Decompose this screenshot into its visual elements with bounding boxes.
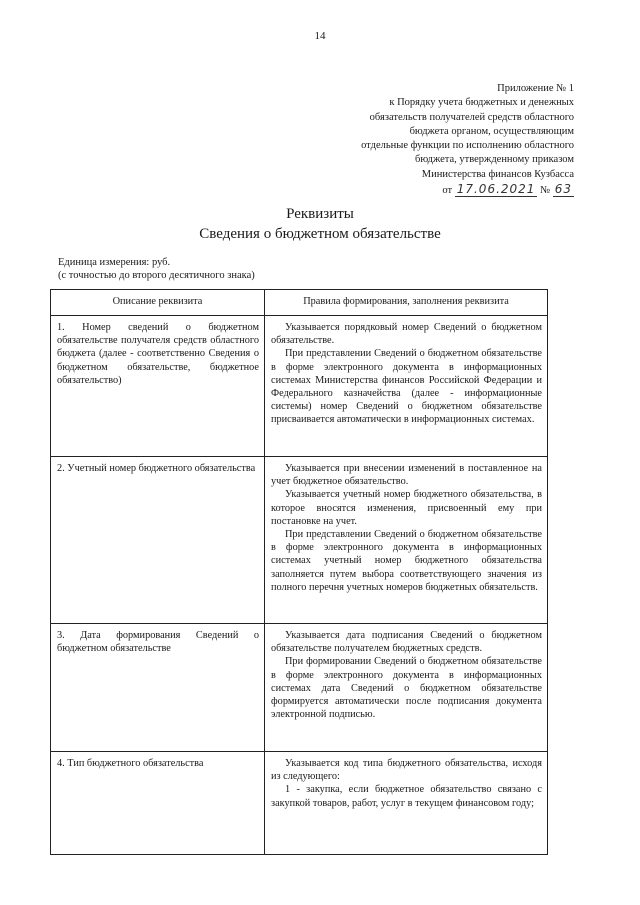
rule-paragraph: При представлении Сведений о бюджетном обязательстве в форме электронного документа в информационных системах Министерства финансов Российской Федерации и Федерального казначейства (далее - информационные системы) номер Сведений о бюджетном обязательстве присваивается автоматически в информационных системах. [271,348,542,426]
table-header-row [51,290,548,316]
header-description: Описание реквизита [51,290,265,316]
description-cell [51,457,265,624]
table-row [51,316,548,457]
header-rules: Правила формирования, заполнения реквизита [265,290,548,316]
rule-paragraph: Указывается учетный номер бюджетного обязательства, в которое вносятся изменения, присвоенный ему при постановке на учет. [271,489,542,527]
rules-cell [265,624,548,752]
description-text: 4. Тип бюджетного обязательства [57,758,204,769]
date-prefix: от [442,185,453,197]
description-text: 3. Дата формирования Сведений о бюджетном обязательстве [57,630,259,655]
description-text: 1. Номер сведений о бюджетном обязательстве получателя средств областного бюджета (далее - соответственно Сведения о бюджетном обязательстве, бюджетное обязательство) [57,322,259,386]
rule-paragraph: Указывается порядковый номер Сведений о бюджетном обязательстве. [271,322,542,347]
units-line-1: Единица измерения: руб. [58,257,171,268]
description-text: 2. Учетный номер бюджетного обязательства [57,463,256,474]
rule-paragraph: Указывается дата подписания Сведений о бюджетном обязательстве получателем бюджетных средств. [271,630,542,655]
handwritten-number: 63 [554,182,572,197]
rules-cell [265,316,548,457]
appendix-line: обязательств получателей средств областного [369,111,574,123]
number-prefix: № [540,185,551,197]
rules-cell [265,457,548,624]
description-cell [51,316,265,457]
appendix-line: Приложение № 1 [497,83,574,94]
rule-paragraph: Указывается код типа бюджетного обязательства, исходя из следующего: [271,758,542,783]
table-row [51,752,548,855]
table-row [51,457,548,624]
appendix-date-line [304,182,574,198]
document-title [0,204,640,244]
rule-paragraph: При представлении Сведений о бюджетном обязательстве в форме электронного документа в информационных системах учетный номер бюджетного обязательства заполняется путем выбора соответствующего значения из полного перечня учетных номеров бюджетных обязательств. [271,529,542,593]
appendix-line: бюджета, утвержденному приказом [415,154,574,166]
appendix-line: отдельные функции по исполнению областного [361,140,574,152]
rules-cell [265,752,548,855]
rule-paragraph: При формировании Сведений о бюджетном обязательстве в форме электронного документа в информационных системах дата Сведений о бюджетном обязательстве формируется автоматически после подписания документа электронной подписью. [271,656,542,721]
description-cell [51,624,265,752]
units-note [58,256,255,282]
title-line-1: Реквизиты [286,206,354,222]
appendix-block [304,82,574,198]
appendix-line: бюджета органом, осуществляющим [409,125,574,137]
rule-paragraph: 1 - закупка, если бюджетное обязательство связано с закупкой товаров, работ, услуг в текущем финансовом году; [271,784,542,809]
title-line-2: Сведения о бюджетном обязательстве [199,226,441,242]
page-number: 14 [314,30,326,42]
handwritten-date: 17.06.2021 [456,182,536,197]
appendix-line: Министерства финансов Кузбасса [421,168,574,180]
units-line-2: (с точностью до второго десятичного знака) [58,270,255,281]
rule-paragraph: Указывается при внесении изменений в поставленное на учет бюджетное обязательство. [271,463,542,488]
description-cell [51,752,265,855]
table-row [51,624,548,752]
appendix-line: к Порядку учета бюджетных и денежных [389,97,574,109]
requisites-table [50,289,548,855]
